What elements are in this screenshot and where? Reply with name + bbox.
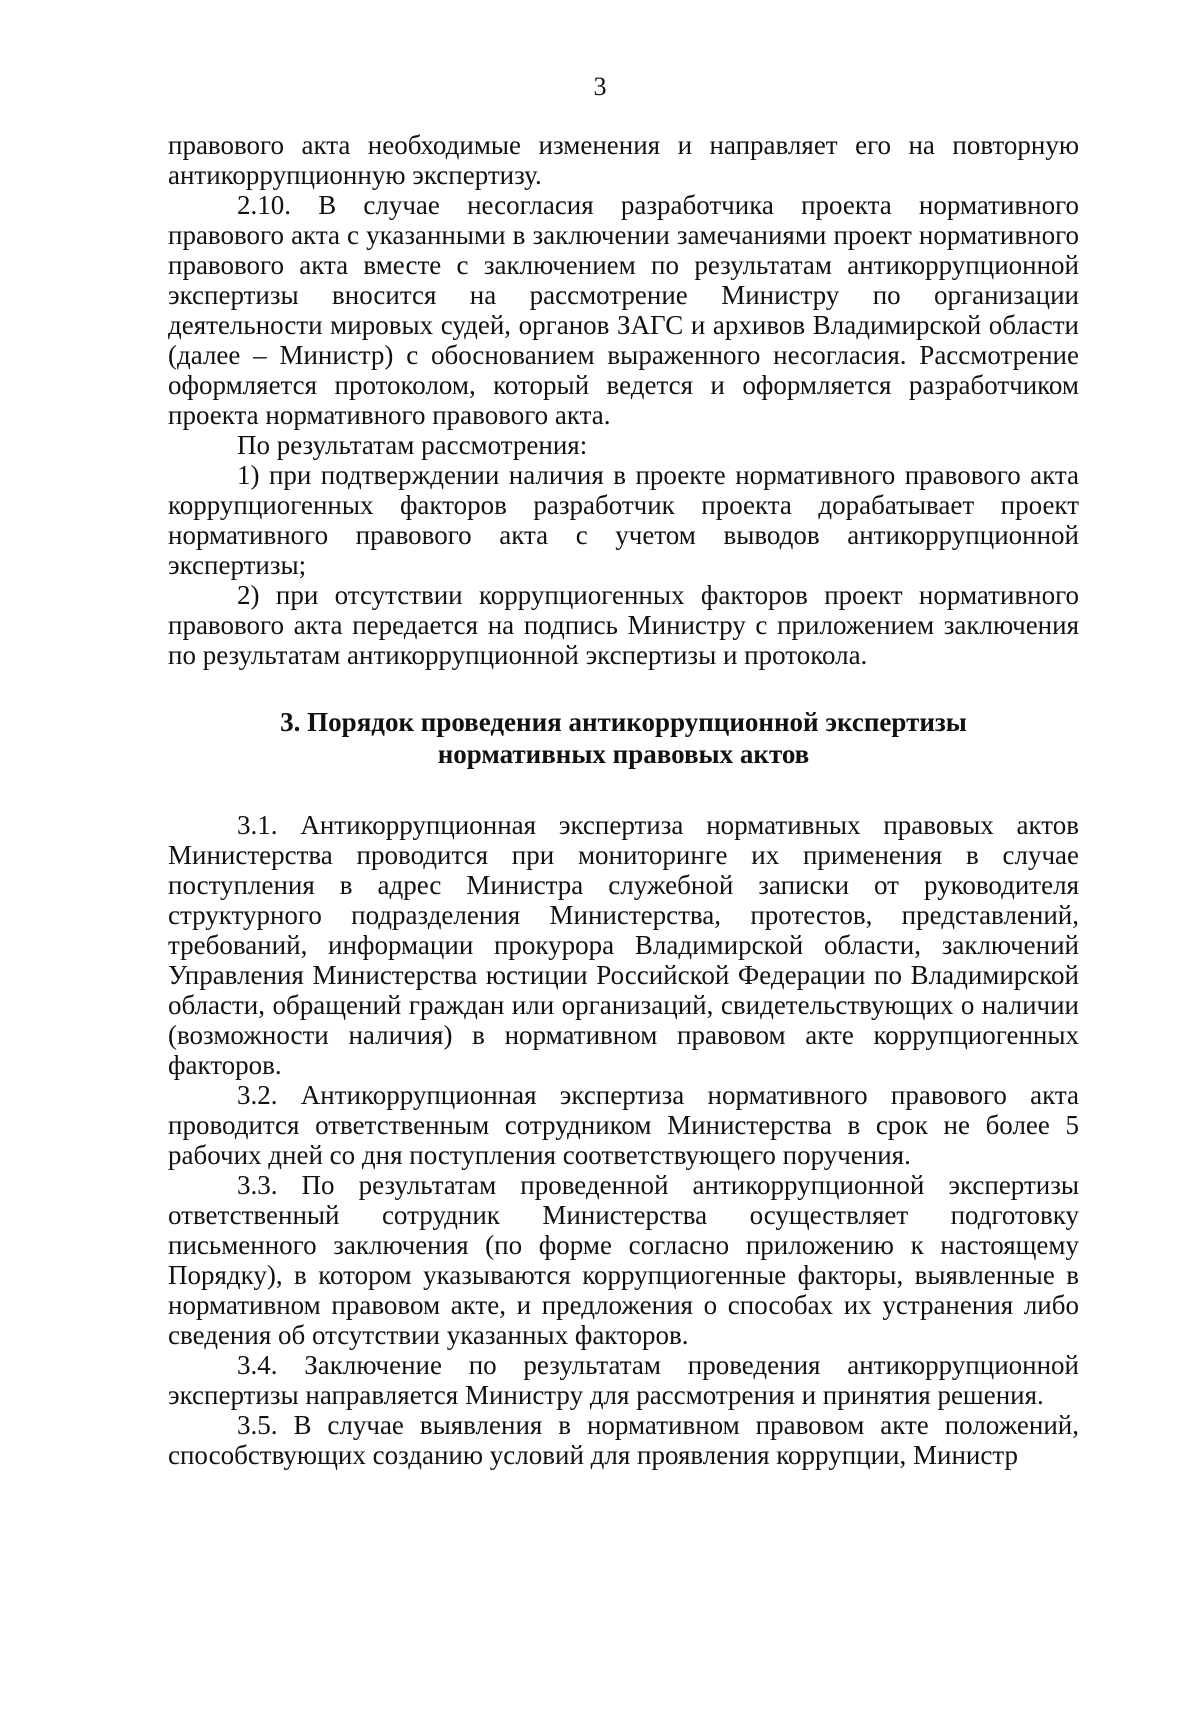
paragraph-3-5: 3.5. В случае выявления в нормативном правовом акте положений, способствующих созданию условий для проявления коррупции, Министр [168, 1410, 1079, 1470]
section-heading [168, 706, 1079, 770]
paragraph-2-10: 2.10. В случае несогласия разработчика проекта нормативного правового акта с указанными в заключении замечаниями проект нормативного правового акта вместе с заключением по результатам антикоррупционной экспертизы вносится на рассмотрение Министру по организации деятельности мировых судей, органов ЗАГС и архивов Владимирской области (далее – Министр) с обоснованием выраженного несогласия. Рассмотрение оформляется протоколом, который ведется и оформляется разработчиком проекта нормативного правового акта. [168, 190, 1079, 430]
paragraph-3-3: 3.3. По результатам проведенной антикоррупционной экспертизы ответственный сотрудник Министерства осуществляет подготовку письменного заключения (по форме согласно приложению к настоящему Порядку), в котором указываются коррупциогенные факторы, выявленные в нормативном правовом акте, и предложения о способах их устранения либо сведения об отсутствии указанных факторов. [168, 1170, 1079, 1350]
paragraph-3-4: 3.4. Заключение по результатам проведения антикоррупционной экспертизы направляется Министру для рассмотрения и принятия решения. [168, 1350, 1079, 1410]
paragraph-3-1: 3.1. Антикоррупционная экспертиза нормативных правовых актов Министерства проводится при мониторинге их применения в случае поступления в адрес Министра служебной записки от руководителя структурного подразделения Министерства, протестов, представлений, требований, информации прокурора Владимирской области, заключений Управления Министерства юстиции Российской Федерации по Владимирской области, обращений граждан или организаций, свидетельствующих о наличии (возможности наличия) в нормативном правовом акте коррупциогенных факторов. [168, 810, 1079, 1080]
section-heading-line-1: 3. Порядок проведения антикоррупционной экспертизы [280, 707, 967, 737]
paragraph-item-1: 1) при подтверждении наличия в проекте нормативного правового акта коррупциогенных факторов разработчик проекта дорабатывает проект нормативного правового акта с учетом выводов антикоррупционной экспертизы; [168, 460, 1079, 580]
paragraph-item-2: 2) при отсутствии коррупциогенных факторов проект нормативного правового акта передается на подпись Министру с приложением заключения по результатам антикоррупционной экспертизы и протокола. [168, 580, 1079, 670]
paragraph-3-2: 3.2. Антикоррупционная экспертиза нормативного правового акта проводится ответственным сотрудником Министерства в срок не более 5 рабочих дней со дня поступления соответствующего поручения. [168, 1080, 1079, 1170]
paragraph-continuation: правового акта необходимые изменения и направляет его на повторную антикоррупционную экспертизу. [168, 130, 1079, 190]
page-number: 3 [593, 72, 607, 101]
document-body [168, 130, 1079, 1470]
section-heading-line-2: нормативных правовых актов [437, 739, 810, 769]
paragraph-results-intro: По результатам рассмотрения: [237, 430, 588, 460]
